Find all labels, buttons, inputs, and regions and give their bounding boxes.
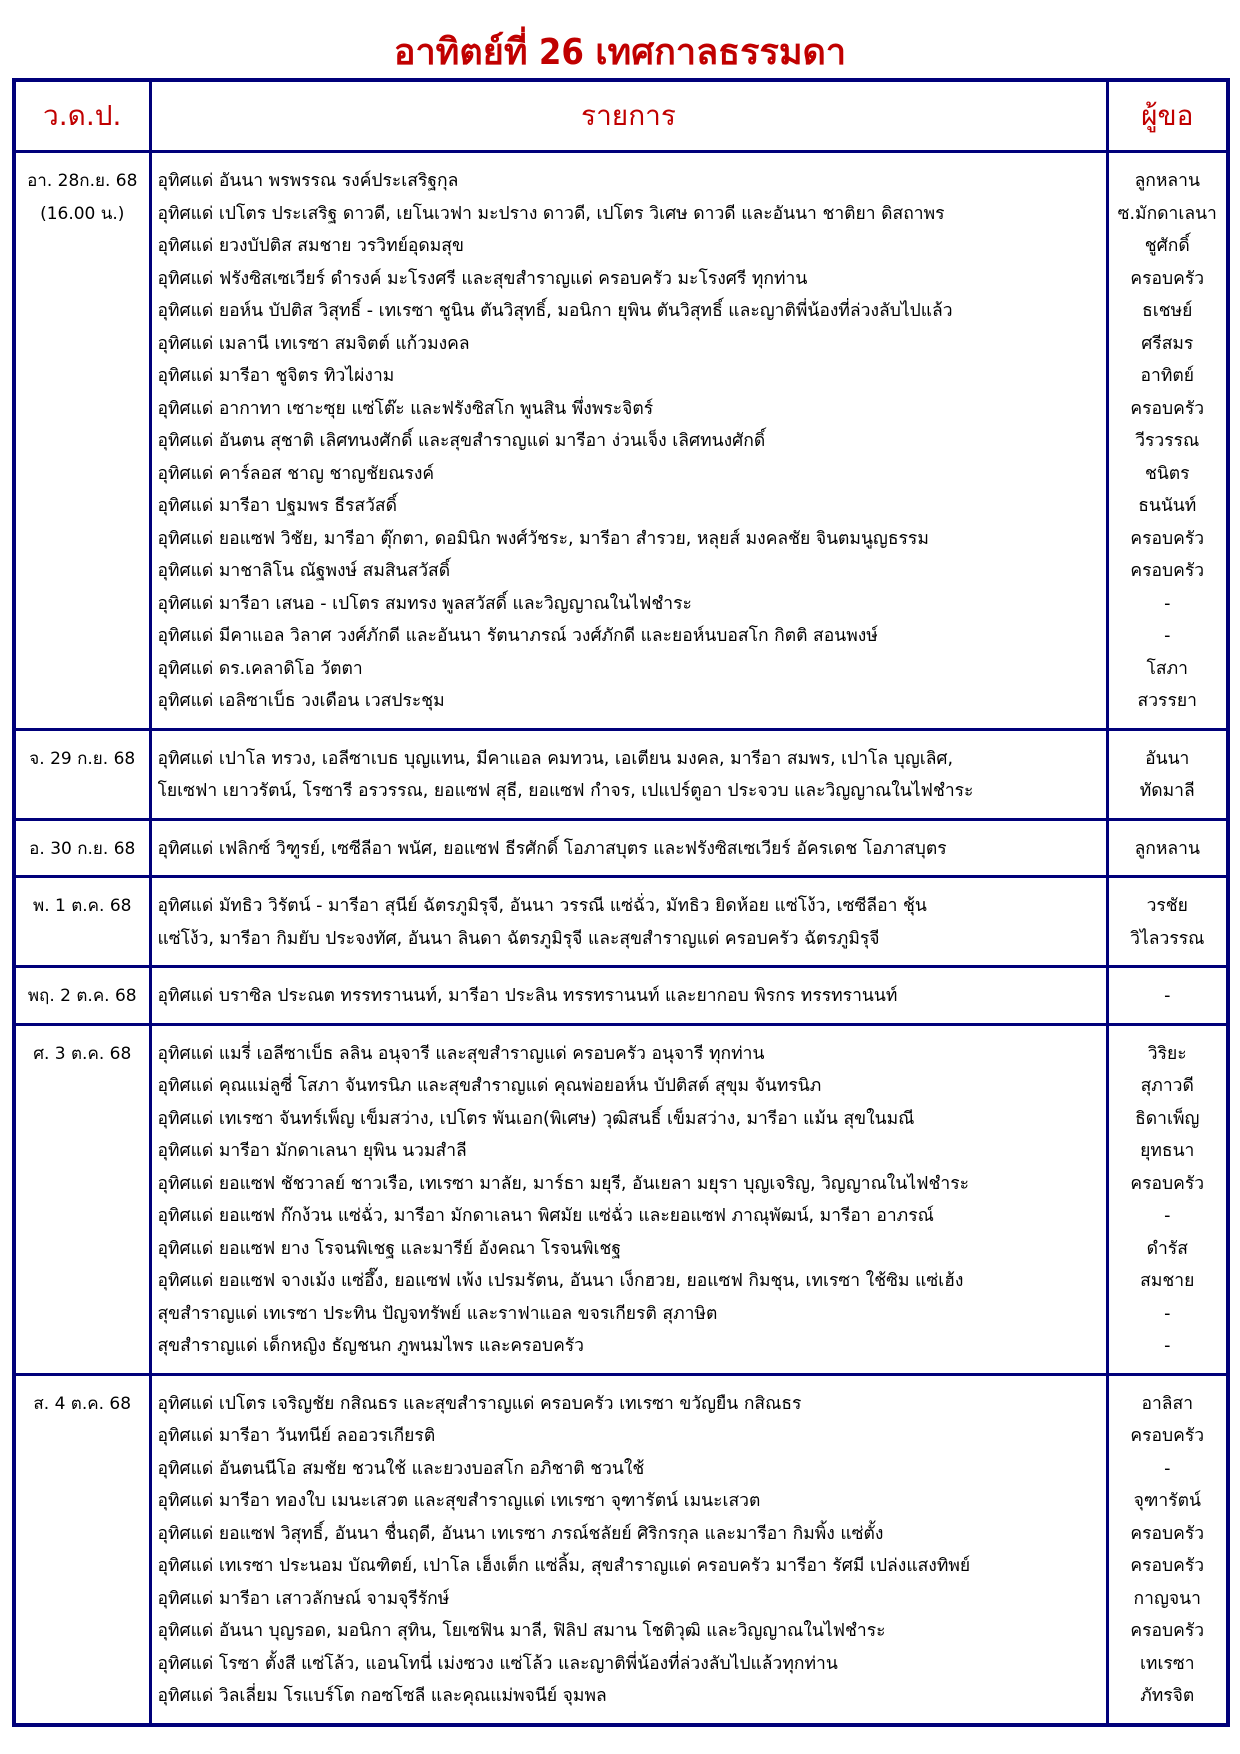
requester-name: ครอบครัว	[1130, 528, 1205, 549]
intention-entry: อุทิศแด่ มารีอา ชูจิตร ทิวไผ่งาม	[157, 366, 395, 386]
intentions-cell	[150, 819, 1107, 877]
table-header-row	[14, 80, 1228, 152]
intention-entry: อุทิศแด่ เอลิซาเบ็ธ วงเดือน เวสประชุม	[157, 691, 445, 711]
intention-entry: อุทิศแด่ อันตน สุชาติ เลิศทนงศักดิ์ และสุขสำราญแด่ มารีอา ง่วนเจ็ง เลิศทนงศักดิ์	[157, 431, 766, 451]
intention-entry: โยเซฟา เยาวรัตน์, โรซารี อรวรรณ, ยอแซฟ สุธี, ยอแซฟ กำจร, เปแปร์ตูอา ประจวบ และวิญญาณในไฟชำระ	[157, 781, 974, 801]
requester-name: ครอบครัว	[1130, 1173, 1205, 1194]
intention-entry: อุทิศแด่ โรซา ตั้งสี แซ่โล้ว, แอนโทนี่ เม่งซวง แซ่โล้ว และญาติพี่น้องที่ล่วงลับไปแล้วทุกท่าน	[157, 1653, 838, 1674]
requester-name: วิริยะ	[1147, 1043, 1187, 1064]
requester-cell	[1107, 967, 1228, 1025]
intentions-cell	[150, 1024, 1107, 1374]
requester-name: ซ.มักดาเลนา	[1117, 203, 1217, 224]
table-row	[14, 967, 1228, 1025]
intention-entry: อุทิศแด่ เฟลิกซ์ วิฑูรย์, เซซีลีอา พนัศ, ยอแซฟ ธีรศักดิ์ โอภาสบุตร และฟรังซิสเซเวียร์ อัครเดช โอภาสบุตร	[157, 838, 947, 859]
intentions-cell	[150, 877, 1107, 967]
intention-entry: อุทิศแด่ เปโตร ประเสริฐ ดาวดี, เยโนเวฟา มะปราง ดาวดี, เปโตร วิเศษ ดาวดี และอันนา ชาติยา ดิสถาพร	[157, 203, 945, 224]
date-text: ส. 4 ต.ค. 68	[33, 1393, 132, 1414]
requester-name: สุภาวดี	[1140, 1076, 1194, 1096]
date-cell	[14, 152, 150, 730]
date-text: (16.00 น.)	[40, 203, 125, 224]
date-cell	[14, 877, 150, 967]
mass-intentions-table	[12, 78, 1230, 1727]
intention-entry: อุทิศแด่ ยอแซฟ ชัชวาลย์ ชาวเรือ, เทเรซา มาลัย, มาร์ธา มยุรี, อันเยลา มยุรา บุญเจริญ, วิญญาณในไฟชำระ	[157, 1173, 970, 1194]
requester-name: -	[1164, 593, 1171, 614]
requester-name: ภัทรจิต	[1140, 1686, 1195, 1706]
requester-cell	[1107, 729, 1228, 819]
intention-entry: อุทิศแด่ มารีอา เสนอ - เปโตร สมทรง พูลสวัสดิ์ และวิญญาณในไฟชำระ	[157, 593, 692, 614]
intentions-cell	[150, 152, 1107, 730]
intentions-cell	[150, 1374, 1107, 1725]
requester-name: สมชาย	[1140, 1271, 1195, 1291]
requester-name: ศรีสมร	[1141, 333, 1194, 354]
intention-entry: อุทิศแด่ ยวงบัปติส สมชาย วรวิทย์อุดมสุข	[157, 236, 464, 256]
intention-entry: อุทิศแด่ ยอแซฟ ยาง โรจนพิเชฐ และมารีย์ อังคณา โรจนพิเชฐ	[157, 1238, 621, 1259]
intentions-cell	[150, 729, 1107, 819]
requester-name: ครอบครัว	[1130, 1556, 1205, 1576]
requester-name: ทัดมาลี	[1139, 781, 1195, 801]
intention-entry: อุทิศแด่ อากาทา เซาะซุย แซ่โต๊ะ และฟรังซิสโก พูนสิน พึ่งพระจิตร์	[157, 398, 654, 419]
intention-entry: อุทิศแด่ ยอแซฟ วิชัย, มารีอา ตุ๊กตา, ดอมินิก พงศ์วัชระ, มารีอา สำรวย, หลุยส์ มงคลชัย จินตมนูญธรรม	[157, 528, 929, 549]
requester-name: ธเชษย์	[1142, 301, 1193, 321]
intention-entry: อุทิศแด่ เมลานี เทเรซา สมจิตต์ แก้วมงคล	[157, 333, 470, 354]
intentions-cell	[150, 967, 1107, 1025]
date-cell	[14, 1024, 150, 1374]
header-requester: ผู้ขอ	[1107, 80, 1228, 152]
requester-name: -	[1164, 1206, 1171, 1226]
intention-entry: อุทิศแด่ เปาโล ทรวง, เอลีซาเบธ บุญแทน, มีคาแอล คมทวน, เอเตียน มงคล, มารีอา สมพร, เปาโล บุญเลิศ,	[157, 748, 954, 769]
intention-entry: อุทิศแด่ อันนา พรพรรณ รงค์ประเสริฐกุล	[157, 171, 459, 191]
intention-entry: อุทิศแด่ ดร.เคลาดิโอ วัตตา	[157, 658, 363, 679]
header-date: ว.ด.ป.	[14, 80, 150, 152]
date-text: จ. 29 ก.ย. 68	[29, 748, 136, 769]
intention-entry: อุทิศแด่ ยอแซฟ วิสุทธิ์, อันนา ชื่นฤดี, อันนา เทเรซา ภรณ์ชลัยย์ ศิริกรกุล และมารีอา กิมพิ้ง แซ่ตั้ง	[157, 1523, 884, 1544]
date-cell	[14, 1374, 150, 1725]
intention-entry: สุขสำราญแด่ เด็กหญิง ธัญชนก ภูพนมไพร และครอบครัว	[157, 1336, 585, 1356]
date-cell	[14, 729, 150, 819]
table-row	[14, 877, 1228, 967]
intention-entry: อุทิศแด่ คาร์ลอส ชาญ ชาญชัยณรงค์	[157, 463, 435, 484]
requester-name: ชูศักดิ์	[1144, 236, 1190, 256]
requester-name: วรชัย	[1146, 896, 1188, 916]
requester-name: ธนนันท์	[1138, 496, 1197, 516]
requester-name: ชนิตร	[1144, 463, 1190, 484]
requester-name: จุฑารัตน์	[1133, 1491, 1201, 1511]
requester-name: สวรรยา	[1137, 691, 1197, 711]
table-row	[14, 1024, 1228, 1374]
page-title: อาทิตย์ที่ 26 เทศกาลธรรมดา	[393, 32, 847, 73]
requester-name: ธิดาเพ็ญ	[1135, 1108, 1200, 1129]
intention-entry: อุทิศแด่ อันตนนีโอ สมชัย ชวนใช้ และยวงบอสโก อภิชาติ ชวนใช้	[157, 1458, 645, 1479]
requester-name: ครอบครัว	[1130, 1426, 1205, 1446]
requester-name: ครอบครัว	[1130, 268, 1205, 289]
requester-name: ลูกหลาน	[1134, 171, 1200, 191]
requester-name: อาทิตย์	[1140, 366, 1194, 386]
requester-cell	[1107, 819, 1228, 877]
intention-entry: อุทิศแด่ มารีอา เสาวลักษณ์ จามจุรีรักษ์	[157, 1588, 450, 1609]
table-row	[14, 819, 1228, 877]
intention-entry: แซ่โง้ว, มารีอา กิมยับ ประจงทัศ, อันนา ลินดา ฉัตรภูมิรุจี และสุขสำราญแด่ ครอบครัว ฉัตรภูมิรุจี	[157, 928, 880, 949]
intention-entry: อุทิศแด่ บราซิล ประณต ทรรทรานนท์, มารีอา ประลิน ทรรทรานนท์ และยากอบ พิรกร ทรรทรานนท์	[157, 986, 898, 1006]
date-text: อ. 30 ก.ย. 68	[29, 838, 136, 859]
requester-name: -	[1164, 1303, 1171, 1324]
requester-name: -	[1164, 1458, 1171, 1479]
requester-name: โสภา	[1146, 658, 1188, 679]
intention-entry: อุทิศแด่ แมรี่ เอลีซาเบ็ธ ลลิน อนุจารี และสุขสำราญแด่ ครอบครัว อนุจารี ทุกท่าน	[157, 1043, 765, 1064]
intention-entry: อุทิศแด่ มัทธิว วิรัตน์ - มารีอา สุนีย์ ฉัตรภูมิรุจี, อันนา วรรณี แซ่ฉั่ว, มัทธิว ยิดห้อย แซ่โง้ว, เซซีลีอา ชุ้น	[157, 896, 927, 916]
intention-entry: อุทิศแด่ มารีอา ปฐมพร ธีรสวัสดิ์	[157, 496, 397, 516]
intention-entry: อุทิศแด่ ยอแซฟ จางเม้ง แซ่อึ๊ง, ยอแซฟ เพ้ง เปรมรัตน, อันนา เง็กฮวย, ยอแซฟ กิมชุน, เทเรซา ใช้ซิม แซ่เฮ้ง	[157, 1271, 964, 1291]
requester-name: ครอบครัว	[1130, 398, 1205, 419]
requester-name: ยุทธนา	[1140, 1141, 1195, 1161]
intention-entry: อุทิศแด่ เปโตร เจริญชัย กสิณธร และสุขสำราญแด่ ครอบครัว เทเรซา ขวัญยืน กสิณธร	[157, 1393, 802, 1414]
table-row	[14, 152, 1228, 730]
requester-cell	[1107, 152, 1228, 730]
requester-name: กาญจนา	[1133, 1588, 1201, 1609]
intention-entry: อุทิศแด่ เทเรซา ประนอม บัณฑิตย์, เปาโล เฮ็งเต็ก แซ่ลิ้ม, สุขสำราญแด่ ครอบครัว มารีอา รัศมี เปล่งแสงทิพย์	[157, 1556, 971, 1576]
requester-cell	[1107, 1374, 1228, 1725]
intention-entry: สุขสำราญแด่ เทเรซา ประทิน ปัญจทรัพย์ และราฟาแอล ขจรเกียรติ สุภาษิต	[157, 1303, 718, 1324]
requester-name: เทเรซา	[1139, 1653, 1195, 1674]
table-row	[14, 1374, 1228, 1725]
requester-name: อันนา	[1145, 748, 1190, 769]
requester-name: ครอบครัว	[1130, 1621, 1205, 1641]
intention-entry: อุทิศแด่ ยอแซฟ ก๊กง้วน แซ่ฉั่ว, มารีอา มักดาเลนา พิศมัย แซ่ฉั่ว และยอแซฟ ภาณุพัฒน์, มารีอา อาภรณ์	[157, 1206, 934, 1226]
requester-name: วิไลวรรณ	[1130, 928, 1205, 949]
requester-name: วีรวรรณ	[1135, 431, 1200, 451]
date-cell	[14, 967, 150, 1025]
requester-cell	[1107, 1024, 1228, 1374]
intention-entry: อุทิศแด่ มารีอา มักดาเลนา ยุพิน นวมสำลี	[157, 1141, 467, 1161]
requester-name: -	[1164, 626, 1171, 646]
table-body	[14, 152, 1228, 1725]
date-cell	[14, 819, 150, 877]
intention-entry: อุทิศแด่ คุณแม่ลูซี่ โสภา จันทรนิภ และสุขสำราญแด่ คุณพ่อยอห์น บัปติสต์ สุขุม จันทรนิภ	[157, 1076, 822, 1096]
requester-name: -	[1164, 1336, 1171, 1356]
requester-name: ครอบครัว	[1130, 1523, 1205, 1544]
date-text: อา. 28ก.ย. 68	[27, 171, 138, 191]
intention-entry: อุทิศแด่ เทเรซา จันทร์เพ็ญ เข็มสว่าง, เปโตร พันเอก(พิเศษ) วุฒิสนธิ์ เข็มสว่าง, มารีอา แม้น สุขในมณี	[157, 1108, 915, 1129]
requester-name: ลูกหลาน	[1134, 838, 1200, 859]
intention-entry: อุทิศแด่ ฟรังซิสเซเวียร์ ดำรงค์ มะโรงศรี และสุขสำราญแด่ ครอบครัว มะโรงศรี ทุกท่าน	[157, 268, 808, 289]
date-text: ศ. 3 ต.ค. 68	[33, 1043, 132, 1064]
date-text: พ. 1 ต.ค. 68	[33, 896, 132, 916]
intention-entry: อุทิศแด่ ยอห์น บัปติส วิสุทธิ์ - เทเรซา ชูนิน ตันวิสุทธิ์, มอนิกา ยุพิน ตันวิสุทธิ์ และญาติพี่น้องที่ล่วงลับไปแล้ว	[157, 301, 953, 321]
header-items: รายการ	[150, 80, 1107, 152]
intention-entry: อุทิศแด่ มีคาแอล วิลาศ วงศ์ภักดี และอันนา รัตนาภรณ์ วงศ์ภักดี และยอห์นบอสโก กิตติ สอนพงษ์	[157, 626, 878, 646]
date-text: พฤ. 2 ต.ค. 68	[27, 986, 137, 1006]
table-row	[14, 729, 1228, 819]
requester-name: ครอบครัว	[1130, 561, 1205, 581]
requester-cell	[1107, 877, 1228, 967]
intention-entry: อุทิศแด่ มารีอา วันทนีย์ ลออวรเกียรติ	[157, 1426, 436, 1446]
requester-name: อาลิสา	[1141, 1393, 1194, 1414]
requester-name: -	[1164, 986, 1171, 1006]
intention-entry: อุทิศแด่ วิลเลี่ยม โรแบร์โต กอซโซลี และคุณแม่พจนีย์ จุมพล	[157, 1686, 607, 1706]
intention-entry: อุทิศแด่ มารีอา ทองใบ เมนะเสวต และสุขสำราญแด่ เทเรซา จุฑารัตน์ เมนะเสวต	[157, 1491, 761, 1511]
requester-name: ดำรัส	[1146, 1238, 1188, 1259]
intention-entry: อุทิศแด่ อันนา บุญรอด, มอนิกา สุทิน, โยเซฟิน มาลี, ฟิลิป สมาน โชติวุฒิ และวิญญาณในไฟชำระ	[157, 1621, 886, 1641]
intention-entry: อุทิศแด่ มาชาลิโน ณัฐพงษ์ สมสินสวัสดิ์	[157, 561, 451, 581]
